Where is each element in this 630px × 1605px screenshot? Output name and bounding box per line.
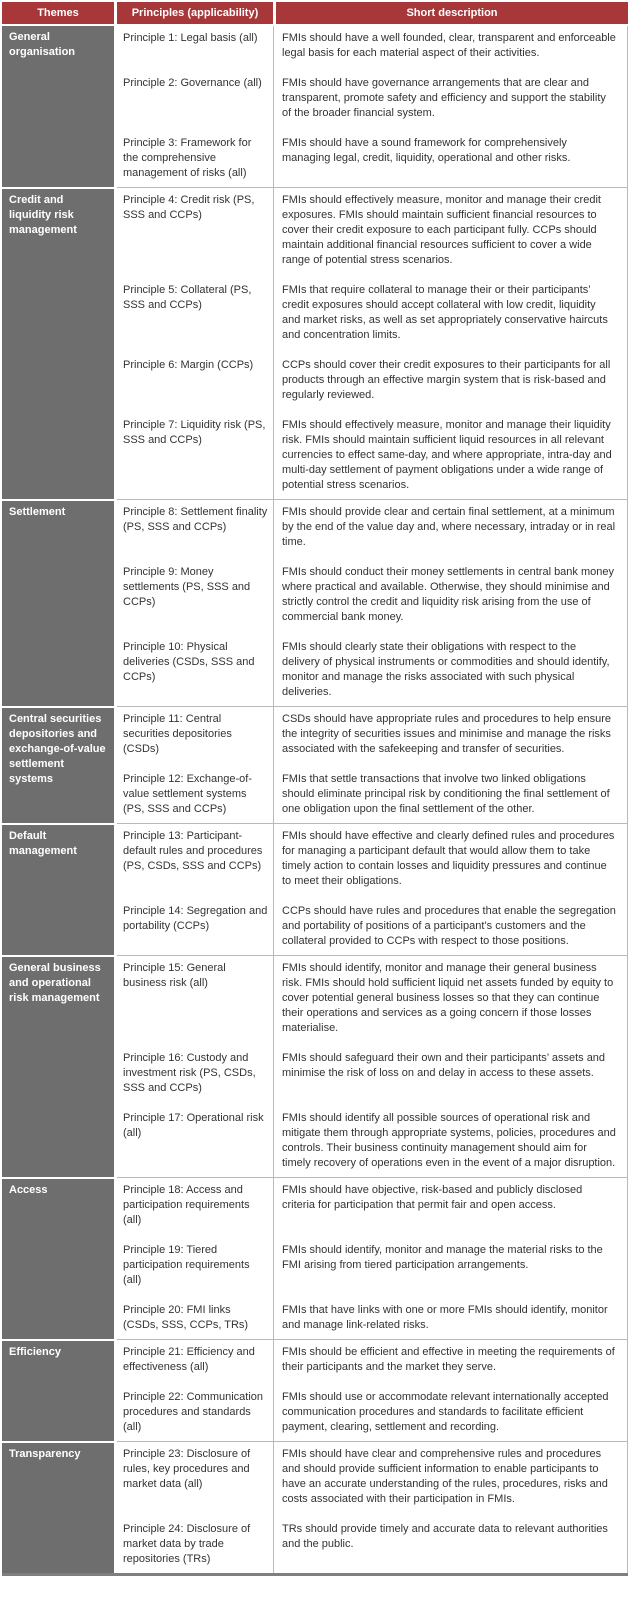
principle-cell: Principle 9: Money settlements (PS, SSS and CCPs) — [123, 566, 251, 608]
description-cell: FMIs that require collateral to manage their or their participants’ credit exposures should accept collateral with low credit, liquidity and market risks, as well as set appropriately conservative haircuts and concentration limits. — [273, 283, 628, 358]
group-body — [117, 187, 628, 499]
principle-cell: Principle 19: Tiered participation requirements (all) — [123, 1244, 250, 1286]
group-body — [117, 1177, 628, 1339]
principle-cell: Principle 15: General business risk (all) — [123, 962, 226, 989]
theme-cell: Credit and liquidity risk management — [2, 189, 114, 499]
group-body — [117, 26, 628, 187]
theme-group-row — [2, 1177, 628, 1339]
theme-column — [2, 823, 114, 955]
principle-cell: Principle 5: Collateral (PS, SSS and CCPs) — [123, 284, 252, 311]
theme-column — [2, 706, 114, 823]
theme-group-row — [2, 1339, 628, 1441]
table-header-row — [2, 2, 628, 24]
description-cell: FMIs should be efficient and effective in meeting the requirements of their participants and the market they serve. — [273, 1340, 628, 1390]
principle-cell: Principle 16: Custody and investment risk (PS, CSDs, SSS and CCPs) — [123, 1052, 256, 1094]
theme-group-row — [2, 1441, 628, 1573]
group-body — [117, 1441, 628, 1573]
theme-group-row — [2, 955, 628, 1177]
description-cell: FMIs should have effective and clearly defined rules and procedures for managing a participant default that would allow them to take timely action to contain losses and liquidity pressures and continue to meet their obligations. — [273, 824, 628, 904]
principle-cell: Principle 6: Margin (CCPs) — [123, 359, 254, 371]
theme-column — [2, 499, 114, 706]
description-cell: TRs should provide timely and accurate data to relevant authorities and the public. — [273, 1522, 628, 1573]
column-header-themes: Themes — [2, 2, 114, 24]
description-cell: FMIs should provide clear and certain final settlement, at a minimum by the end of the value day and, where necessary, intraday or in real time. — [273, 500, 628, 565]
description-cell: CCPs should have rules and procedures that enable the segregation and portability of positions of a participant’s customers and the collateral provided to CCPs with respect to those positions. — [273, 904, 628, 955]
description-cell: CCPs should cover their credit exposures to their participants for all products through an effective margin system that is risk-based and regularly reviewed. — [273, 358, 628, 418]
description-cell: FMIs should have objective, risk-based and publicly disclosed criteria for participation that permit fair and open access. — [273, 1178, 628, 1243]
theme-column — [2, 1177, 114, 1339]
group-body — [117, 1339, 628, 1441]
theme-cell: General business and operational risk management — [2, 957, 114, 1177]
principles-table — [2, 2, 628, 1576]
theme-group-row — [2, 26, 628, 187]
description-cell: FMIs should have a well founded, clear, transparent and enforceable legal basis for each material aspect of their activities. — [273, 26, 628, 76]
theme-group-row — [2, 706, 628, 823]
principle-cell: Principle 1: Legal basis (all) — [123, 32, 258, 44]
group-body — [117, 823, 628, 955]
theme-cell: Settlement — [2, 501, 114, 706]
theme-column — [2, 26, 114, 187]
theme-column — [2, 1441, 114, 1573]
theme-cell: Access — [2, 1179, 114, 1339]
group-body — [117, 499, 628, 706]
description-cell: FMIs should identify, monitor and manage their general business risk. FMIs should hold sufficient liquid net assets funded by equity to cover potential general business losses so that they can continue their operations and services as a going concern if those losses materialise. — [273, 956, 628, 1051]
description-cell: FMIs should have clear and comprehensive rules and procedures and should provide sufficient information to enable participants to have an accurate understanding of the rules, procedures, risks and costs associated with their participation in FMIs. — [273, 1442, 628, 1522]
principle-cell: Principle 2: Governance (all) — [123, 77, 262, 89]
description-cell: FMIs should identify, monitor and manage the material risks to the FMI arising from tiered participation arrangements. — [273, 1243, 628, 1303]
principle-cell: Principle 10: Physical deliveries (CSDs, SSS and CCPs) — [123, 641, 255, 683]
principle-cell: Principle 7: Liquidity risk (PS, SSS and CCPs) — [123, 419, 266, 446]
principle-cell: Principle 23: Disclosure of rules, key procedures and market data (all) — [123, 1448, 251, 1490]
theme-group-row — [2, 499, 628, 706]
group-body — [117, 955, 628, 1177]
theme-column — [2, 955, 114, 1177]
principle-cell: Principle 8: Settlement finality (PS, SSS and CCPs) — [123, 506, 268, 533]
theme-cell: Transparency — [2, 1443, 114, 1573]
description-cell: FMIs should use or accommodate relevant internationally accepted communication procedures and standards to facilitate efficient payment, clearing, settlement and recording. — [273, 1390, 628, 1441]
principle-cell: Principle 24: Disclosure of market data by trade repositories (TRs) — [123, 1523, 251, 1565]
column-header-short-description: Short description — [276, 2, 628, 24]
description-cell: FMIs should clearly state their obligations with respect to the delivery of physical instruments or commodities and should identify, monitor and manage the risks associated with such physical deliveries. — [273, 640, 628, 706]
theme-group-row — [2, 823, 628, 955]
theme-column — [2, 187, 114, 499]
principle-cell: Principle 18: Access and participation requirements (all) — [123, 1184, 250, 1226]
description-cell: CSDs should have appropriate rules and procedures to help ensure the integrity of securities issues and minimise and manage the risks associated with the safekeeping and transfer of securities. — [273, 707, 628, 772]
principle-cell: Principle 14: Segregation and portability (CCPs) — [123, 905, 268, 932]
description-cell: FMIs should conduct their money settlements in central bank money where practical and available. Otherwise, they should minimise and strictly control the credit and liquidity risk arising from the use of commercial bank money. — [273, 565, 628, 640]
description-cell: FMIs should safeguard their own and their participants’ assets and minimise the risk of loss on and delay in access to these assets. — [273, 1051, 628, 1111]
description-cell: FMIs should have governance arrangements that are clear and transparent, promote safety and efficiency and support the stability of the broader financial system. — [273, 76, 628, 136]
table-body — [2, 26, 628, 1573]
description-cell: FMIs that have links with one or more FMIs should identify, monitor and manage link-related risks. — [273, 1303, 628, 1339]
description-cell: FMIs should identify all possible sources of operational risk and mitigate them through appropriate systems, policies, procedures and controls. Their business continuity management should aim for timely recovery of operations even in the event of a major disruption. — [273, 1111, 628, 1177]
theme-group-row — [2, 187, 628, 499]
description-cell: FMIs that settle transactions that involve two linked obligations should eliminate principal risk by conditioning the final settlement of one obligation upon the final settlement of the other. — [273, 772, 628, 823]
description-cell: FMIs should effectively measure, monitor and manage their credit exposures. FMIs should maintain sufficient financial resources to cover their credit exposure to each participant fully. CCPs should maintain additional financial resources sufficient to cover a wide range of potential stress scenarios. — [273, 188, 628, 283]
principle-cell: Principle 17: Operational risk (all) — [123, 1112, 264, 1139]
column-header-principles: Principles (applicability) — [117, 2, 273, 24]
principle-cell: Principle 12: Exchange-of-value settlement systems (PS, SSS and CCPs) — [123, 773, 253, 815]
principle-cell: Principle 21: Efficiency and effectiveness (all) — [123, 1346, 255, 1373]
principle-cell: Principle 20: FMI links (CSDs, SSS, CCPs, TRs) — [123, 1304, 249, 1331]
theme-column — [2, 1339, 114, 1441]
principle-cell: Principle 11: Central securities depositories (CSDs) — [123, 713, 232, 755]
description-cell: FMIs should have a sound framework for comprehensively managing legal, credit, liquidity, operational and other risks. — [273, 136, 628, 187]
theme-cell: Default management — [2, 825, 114, 955]
theme-cell: General organisation — [2, 26, 114, 187]
principle-cell: Principle 4: Credit risk (PS, SSS and CCPs) — [123, 194, 255, 221]
theme-cell: Central securities depositories and exchange-of-value settlement systems — [2, 708, 114, 823]
principle-cell: Principle 22: Communication procedures and standards (all) — [123, 1391, 264, 1433]
description-cell: FMIs should effectively measure, monitor and manage their liquidity risk. FMIs should maintain sufficient liquid resources in all relevant currencies to effect same-day, and where appropriate, intra-day and multi-day settlement of payment obligations under a wide range of potential stress scenarios. — [273, 418, 628, 499]
principle-cell: Principle 13: Participant-default rules and procedures (PS, CSDs, SSS and CCPs) — [123, 830, 263, 872]
theme-cell: Efficiency — [2, 1341, 114, 1441]
group-body — [117, 706, 628, 823]
principle-cell: Principle 3: Framework for the comprehensive management of risks (all) — [123, 137, 252, 179]
